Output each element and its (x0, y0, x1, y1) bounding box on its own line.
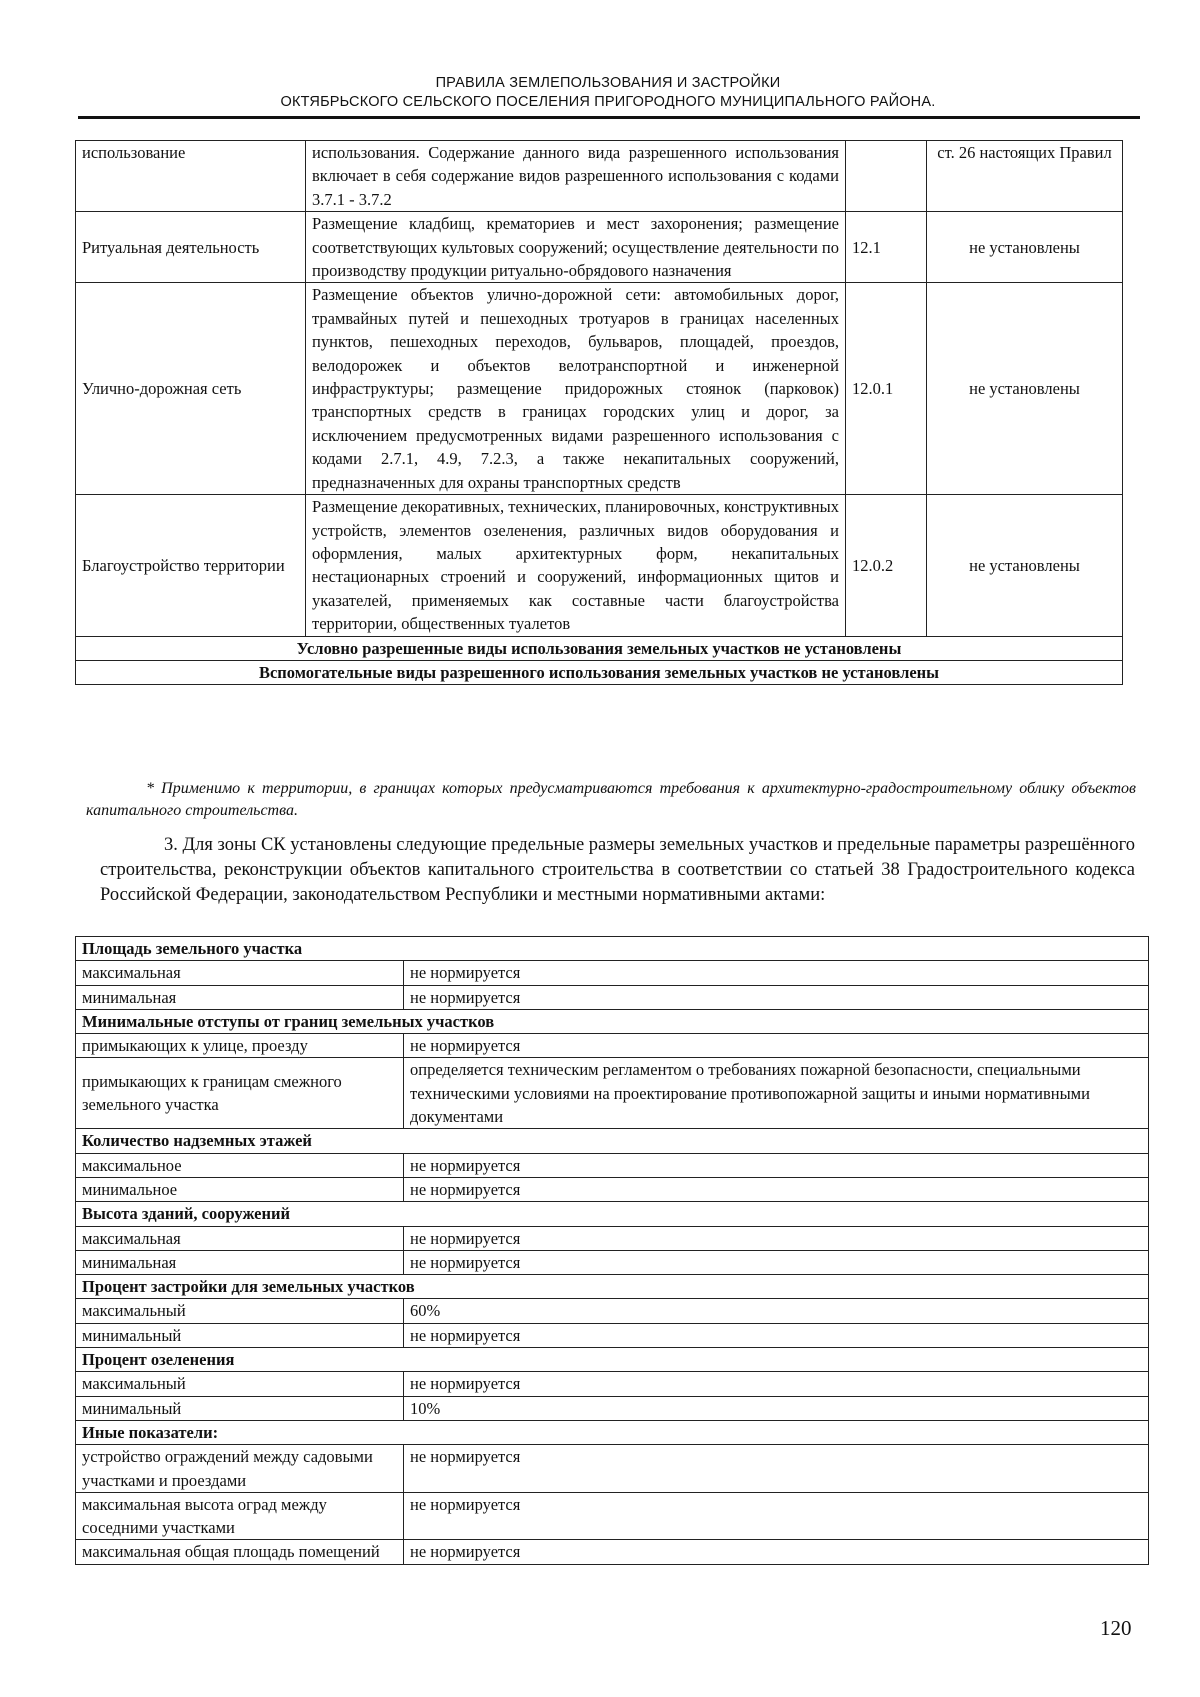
param-name: минимальная (76, 1250, 404, 1274)
param-value: не нормируется (404, 1540, 1149, 1564)
param-name: максимальная (76, 961, 404, 985)
section-title: Иные показатели: (76, 1420, 1149, 1444)
section-title: Количество надземных этажей (76, 1129, 1149, 1153)
use-description: Размещение кладбищ, крематориев и мест захоронения; размещение соответствующих культовых сооружений; осуществление деятельности по производству продукции ритуально-обрядового назначения (306, 212, 846, 283)
param-value: не нормируется (404, 985, 1149, 1009)
param-value: не нормируется (404, 1226, 1149, 1250)
use-limits: не установлены (927, 212, 1123, 283)
table-row (76, 1396, 1149, 1420)
header-rule (78, 116, 1140, 119)
use-code: 12.0.2 (846, 495, 927, 636)
table-row (76, 1323, 1149, 1347)
use-name: использование (76, 141, 306, 212)
use-limits: не установлены (927, 283, 1123, 495)
section-title: Процент озеленения (76, 1348, 1149, 1372)
table-row (76, 212, 1123, 283)
param-name: минимальный (76, 1323, 404, 1347)
table-row (76, 1226, 1149, 1250)
header-line-1: ПРАВИЛА ЗЕМЛЕПОЛЬЗОВАНИЯ И ЗАСТРОЙКИ (435, 75, 781, 91)
section-title: Процент застройки для земельных участков (76, 1275, 1149, 1299)
param-value: определяется техническим регламентом о требованиях пожарной безопасности, специальными техническими условиями на проектирование противопожарной защиты и иными нормативными документами (404, 1058, 1149, 1129)
table-row (76, 961, 1149, 985)
param-name: максимальная высота оград между соседними участками (76, 1492, 404, 1540)
param-name: максимальная (76, 1226, 404, 1250)
use-code (846, 141, 927, 212)
table-row (76, 1492, 1149, 1540)
use-limits: не установлены (927, 495, 1123, 636)
section-header-row (76, 1009, 1149, 1033)
table-row (76, 1177, 1149, 1201)
footnote: * Применимо к территории, в границах которых предусматриваются требования к архитектурно-градостроительному облику объектов капитального строительства. (86, 780, 1136, 819)
param-name: максимальное (76, 1153, 404, 1177)
table-row (76, 1034, 1149, 1058)
auxiliary-uses-note: Вспомогательные виды разрешенного использования земельных участков не установлены (76, 660, 1123, 684)
param-value: 60% (404, 1299, 1149, 1323)
param-name: максимальный (76, 1299, 404, 1323)
param-value: не нормируется (404, 1323, 1149, 1347)
param-value: не нормируется (404, 1445, 1149, 1493)
section-title: Высота зданий, сооружений (76, 1202, 1149, 1226)
section-title: Площадь земельного участка (76, 937, 1149, 961)
table-row (76, 1445, 1149, 1493)
param-name: примыкающих к улице, проезду (76, 1034, 404, 1058)
param-value: 10% (404, 1396, 1149, 1420)
table-row (76, 660, 1123, 684)
use-description: Размещение декоративных, технических, планировочных, конструктивных устройств, элементов озеленения, различных видов оборудования и оформления, малых архитектурных форм, некапитальных нестационарных строений и сооружений, информационных щитов и указателей, применяемых как составные части благоустройства территории, общественных туалетов (306, 495, 846, 636)
param-value: не нормируется (404, 1372, 1149, 1396)
param-name: минимальный (76, 1396, 404, 1420)
section-header-row (76, 1129, 1149, 1153)
section-header-row (76, 1348, 1149, 1372)
page-number: 120 (1100, 1616, 1132, 1640)
use-description: использования. Содержание данного вида разрешенного использования включает в себя содержание видов разрешенного использования с кодами 3.7.1 - 3.7.2 (306, 141, 846, 212)
param-name: максимальный (76, 1372, 404, 1396)
table-row (76, 1540, 1149, 1564)
param-value: не нормируется (404, 1492, 1149, 1540)
param-name: максимальная общая площадь помещений (76, 1540, 404, 1564)
table-row (76, 283, 1123, 495)
param-value: не нормируется (404, 1250, 1149, 1274)
use-name: Ритуальная деятельность (76, 212, 306, 283)
section-header-row (76, 1420, 1149, 1444)
param-name: минимальная (76, 985, 404, 1009)
param-name: минимальное (76, 1177, 404, 1201)
use-limits: ст. 26 настоящих Правил (927, 141, 1123, 212)
param-value: не нормируется (404, 961, 1149, 985)
document-header (78, 74, 1138, 112)
table-row (76, 141, 1123, 212)
section-header-row (76, 1202, 1149, 1226)
permitted-uses-table (75, 140, 1123, 685)
param-name: примыкающих к границам смежного земельного участка (76, 1058, 404, 1129)
parameters-table (75, 936, 1149, 1565)
table-row (76, 636, 1123, 660)
table-row (76, 1372, 1149, 1396)
table-row (76, 1153, 1149, 1177)
param-name: устройство ограждений между садовыми участками и проездами (76, 1445, 404, 1493)
use-description: Размещение объектов улично-дорожной сети: автомобильных дорог, трамвайных путей и пешеходных тротуаров в границах населенных пунктов, пешеходных переходов, бульваров, площадей, проездов, велодорожек и объектов велотранспортной и инженерной инфраструктуры; размещение придорожных стоянок (парковок) транспортных средств в границах городских улиц и дорог, за исключением предусмотренных видами разрешенного использования с кодами 2.7.1, 4.9, 7.2.3, а также некапитальных сооружений, предназначенных для охраны транспортных средств (306, 283, 846, 495)
use-code: 12.0.1 (846, 283, 927, 495)
table-row (76, 1250, 1149, 1274)
table-row (76, 1299, 1149, 1323)
param-value: не нормируется (404, 1153, 1149, 1177)
body-paragraph: 3. Для зоны СК установлены следующие предельные размеры земельных участков и предельные параметры разрешённого строительства, реконструкции объектов капитального строительства в соответствии со статьей 38 Градостроительного кодекса Российской Федерации, законодательством Республики и местными нормативными актами: (100, 835, 1135, 905)
section-header-row (76, 1275, 1149, 1299)
conditional-uses-note: Условно разрешенные виды использования земельных участков не установлены (76, 636, 1123, 660)
param-value: не нормируется (404, 1034, 1149, 1058)
table-row (76, 495, 1123, 636)
table-row (76, 985, 1149, 1009)
param-value: не нормируется (404, 1177, 1149, 1201)
use-name: Улично-дорожная сеть (76, 283, 306, 495)
use-name: Благоустройство территории (76, 495, 306, 636)
header-line-2: ОКТЯБРЬСКОГО СЕЛЬСКОГО ПОСЕЛЕНИЯ ПРИГОРОДНОГО МУНИЦИПАЛЬНОГО РАЙОНА. (280, 94, 936, 110)
table-row (76, 1058, 1149, 1129)
section-title: Минимальные отступы от границ земельных участков (76, 1009, 1149, 1033)
section-header-row (76, 937, 1149, 961)
use-code: 12.1 (846, 212, 927, 283)
